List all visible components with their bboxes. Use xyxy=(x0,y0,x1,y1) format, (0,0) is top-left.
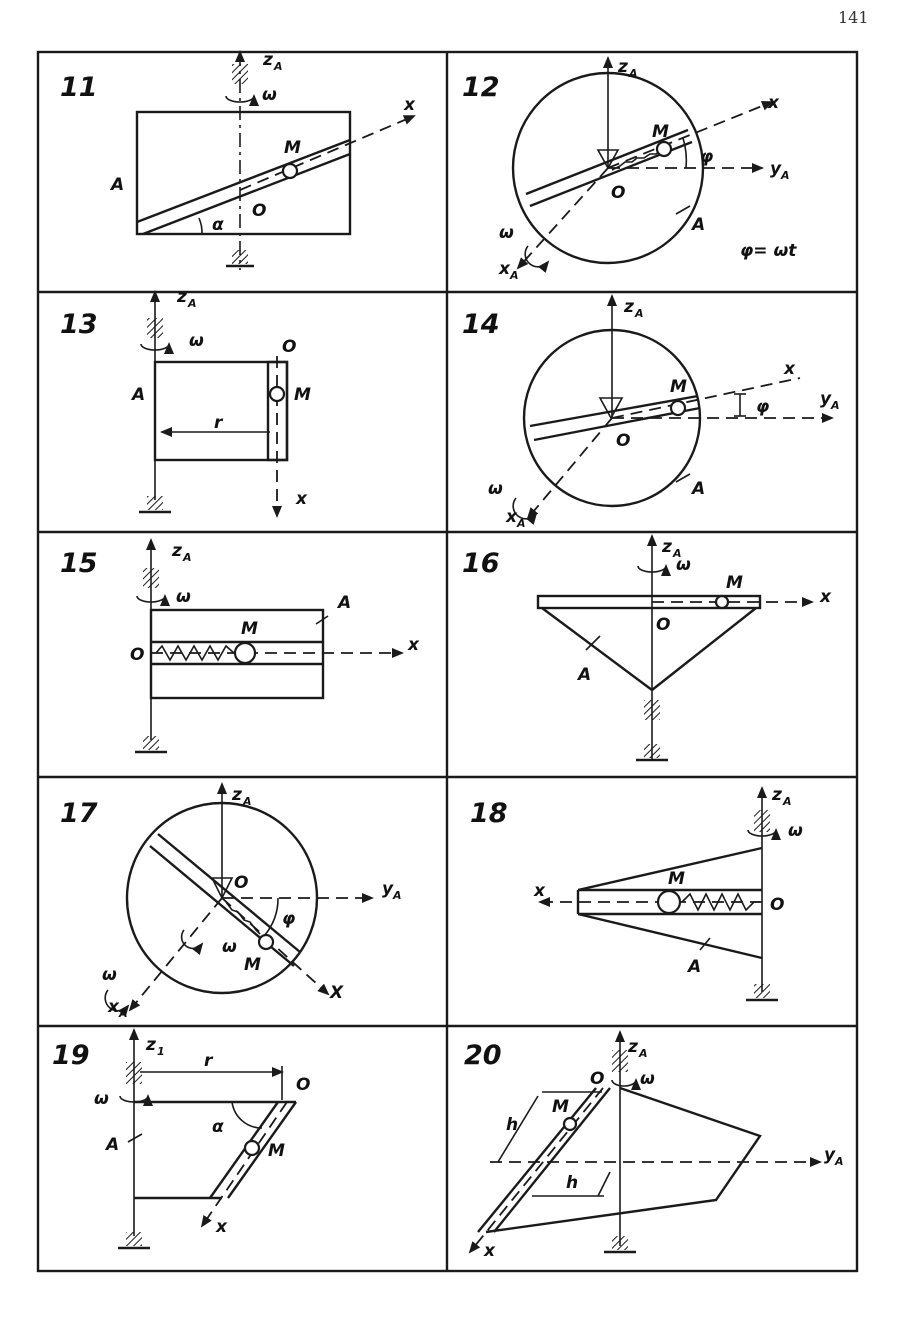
rotation-arrow xyxy=(612,1080,636,1086)
point-m xyxy=(235,643,255,663)
label-y-sub: A xyxy=(835,1155,844,1168)
label-a: A xyxy=(688,957,702,977)
label-y: y xyxy=(770,159,782,179)
point-m xyxy=(270,387,284,401)
panel-number: 12 xyxy=(462,72,500,103)
label-omega: ω xyxy=(676,555,691,575)
label-omega: ω xyxy=(488,479,503,499)
label-z: z xyxy=(772,785,782,805)
channel-edge xyxy=(143,154,350,234)
panel-number: 19 xyxy=(52,1040,90,1071)
label-z: z xyxy=(177,287,187,307)
label-phi: φ xyxy=(756,397,770,417)
label-xa: x xyxy=(499,259,510,279)
angle-arc xyxy=(264,898,278,936)
point-m xyxy=(259,935,273,949)
panel-number: 11 xyxy=(60,72,98,103)
label-x: x xyxy=(408,635,419,655)
label-alpha: α xyxy=(212,1117,224,1137)
label-z-sub: A xyxy=(635,307,644,320)
bearing xyxy=(143,568,159,588)
label-xa: x xyxy=(108,997,119,1017)
rotation-arrow xyxy=(182,930,202,948)
panel-number: 17 xyxy=(60,798,98,829)
label-m: M xyxy=(241,619,258,639)
x-axis xyxy=(612,378,800,418)
label-o: O xyxy=(252,201,267,221)
label-h: h xyxy=(506,1115,519,1135)
label-y: y xyxy=(820,389,832,409)
label-z-sub: A xyxy=(783,795,792,808)
point-m xyxy=(283,164,297,178)
panel-16 xyxy=(462,536,832,760)
panel-number: 18 xyxy=(470,798,508,829)
label-z-sub: A xyxy=(629,67,638,80)
point-m xyxy=(671,401,685,415)
label-a: A xyxy=(578,665,592,685)
panel-19 xyxy=(52,1030,310,1248)
label-o: O xyxy=(296,1075,311,1095)
label-x: x xyxy=(216,1217,227,1237)
label-o: O xyxy=(130,645,145,665)
label-m: M xyxy=(726,573,743,593)
triangle-edge xyxy=(578,914,762,958)
label-y-sub: A xyxy=(781,169,790,182)
panel-13 xyxy=(60,287,311,516)
label-o: O xyxy=(590,1069,605,1089)
panel-number: 20 xyxy=(464,1040,502,1071)
panel-number: 16 xyxy=(462,548,500,579)
label-phi: φ xyxy=(700,147,714,167)
label-x: x xyxy=(820,587,831,607)
label-a: A xyxy=(111,175,125,195)
label-omega: ω xyxy=(176,587,191,607)
label-z-sub: A xyxy=(274,60,283,73)
label-y: y xyxy=(824,1145,836,1165)
ground-support xyxy=(232,250,248,264)
bearing xyxy=(644,700,660,720)
label-z-sub: A xyxy=(188,297,197,310)
label-omega: ω xyxy=(189,331,204,351)
channel-edge xyxy=(137,140,350,222)
label-z-sub: A xyxy=(243,795,252,808)
label-a: A xyxy=(106,1135,120,1155)
label-x: x xyxy=(534,881,545,901)
channel-edge xyxy=(158,834,300,952)
label-a: A xyxy=(338,593,352,613)
label-x: X xyxy=(330,983,344,1003)
label-m: M xyxy=(652,122,669,142)
label-xa: x xyxy=(506,507,517,527)
label-x: x xyxy=(296,489,307,509)
label-m: M xyxy=(284,138,301,158)
label-z: z xyxy=(146,1035,156,1055)
label-omega: ω xyxy=(788,821,803,841)
point-m xyxy=(716,596,728,608)
bearing xyxy=(126,1062,142,1084)
label-z: z xyxy=(618,57,628,77)
label-z: z xyxy=(232,785,242,805)
point-m xyxy=(658,891,680,913)
label-y: y xyxy=(382,879,394,899)
panel-18 xyxy=(470,785,803,1000)
label-y-sub: A xyxy=(393,889,402,902)
panel-11 xyxy=(60,50,416,270)
hinge xyxy=(600,398,622,418)
bearing xyxy=(754,810,770,832)
label-z-sub: 1 xyxy=(157,1045,165,1058)
label-x: x xyxy=(484,1241,495,1261)
panel-number: 13 xyxy=(60,309,98,340)
label-m: M xyxy=(552,1097,569,1117)
label-a: A xyxy=(132,385,146,405)
ground-support xyxy=(612,1236,628,1250)
label-alpha: α xyxy=(212,215,224,235)
label-m: M xyxy=(244,955,261,975)
label-z-sub: A xyxy=(639,1047,648,1060)
label-x: x xyxy=(768,93,779,113)
point-m xyxy=(245,1141,259,1155)
label-r: r xyxy=(204,1051,213,1071)
panel-17 xyxy=(60,784,402,1020)
ground-support xyxy=(754,984,770,998)
panel-number: 14 xyxy=(462,309,500,340)
label-z-sub: A xyxy=(673,547,682,560)
rectangle-plate xyxy=(137,112,350,234)
label-xa-sub: A xyxy=(510,269,519,282)
triangle-edge xyxy=(542,608,652,690)
label-m: M xyxy=(670,377,687,397)
label-h-offset: h xyxy=(566,1173,579,1193)
formula: φ= ωt xyxy=(740,241,797,261)
panel-14 xyxy=(462,296,840,530)
x-axis xyxy=(608,102,772,168)
spring xyxy=(226,902,260,934)
label-o: O xyxy=(611,183,626,203)
label-o: O xyxy=(656,615,671,635)
label-a: A xyxy=(692,479,706,499)
label-y-sub: A xyxy=(831,399,840,412)
label-o: O xyxy=(234,873,249,893)
bearing xyxy=(147,318,163,338)
label-omega: ω xyxy=(94,1089,109,1109)
label-z: z xyxy=(263,50,273,70)
label-o: O xyxy=(770,895,785,915)
label-omega-2: ω xyxy=(102,965,117,985)
label-omega: ω xyxy=(262,85,277,105)
label-z-sub: A xyxy=(183,551,192,564)
label-xa-sub: A xyxy=(517,517,526,530)
label-omega: ω xyxy=(222,937,237,957)
label-omega: ω xyxy=(640,1069,655,1089)
bearing xyxy=(612,1050,628,1072)
ground-support xyxy=(126,1232,142,1246)
label-m: M xyxy=(668,869,685,889)
label-z: z xyxy=(628,1037,638,1057)
panel-20 xyxy=(464,1032,844,1261)
label-omega: ω xyxy=(499,223,514,243)
label-r: r xyxy=(214,413,223,433)
label-z: z xyxy=(172,541,182,561)
panel-12 xyxy=(462,57,797,282)
label-phi: φ xyxy=(282,909,296,929)
label-m: M xyxy=(294,385,311,405)
label-z: z xyxy=(662,537,672,557)
plate-outline xyxy=(486,1088,760,1232)
angle-arc xyxy=(683,138,686,168)
panel-number: 15 xyxy=(60,548,98,579)
ground-support xyxy=(143,736,159,750)
label-o: O xyxy=(282,337,297,357)
label-x: x xyxy=(404,95,415,115)
point-m xyxy=(657,142,671,156)
label-xa-sub: A xyxy=(119,1007,128,1020)
point-m xyxy=(564,1118,576,1130)
x-axis xyxy=(240,116,414,190)
angle-arc xyxy=(232,1102,262,1128)
panel-15 xyxy=(60,540,420,752)
angle-arc xyxy=(199,218,202,234)
bearing xyxy=(232,64,248,84)
label-o: O xyxy=(616,431,631,451)
x-axis xyxy=(470,1088,603,1252)
channel-edge xyxy=(478,1088,596,1232)
label-a: A xyxy=(692,215,706,235)
label-x: x xyxy=(784,359,795,379)
label-z: z xyxy=(624,297,634,317)
ground-support xyxy=(644,744,660,758)
page-number: 141 xyxy=(838,8,869,27)
ground-support xyxy=(147,496,163,510)
label-m: M xyxy=(268,1141,285,1161)
